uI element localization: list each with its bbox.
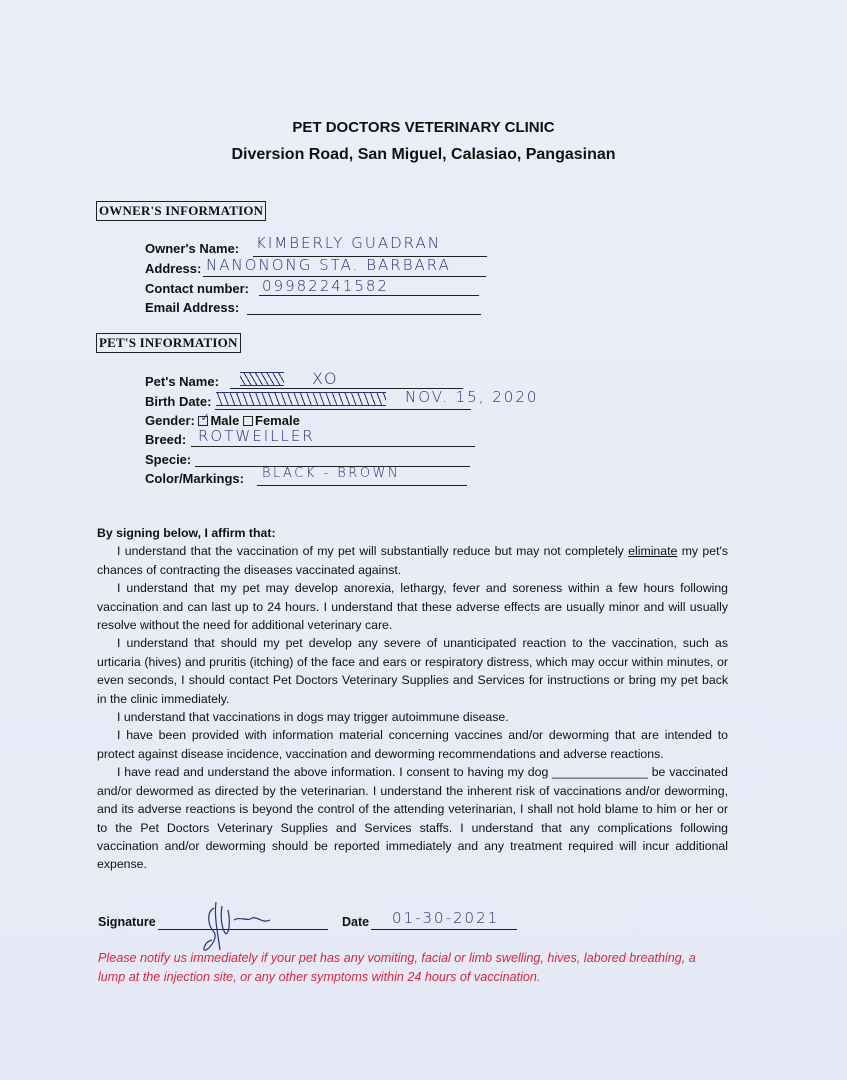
consent-paragraph-4: I understand that vaccinations in dogs may trigger autoimmune disease. <box>117 710 509 725</box>
owner-name-value: KIMBERLY GUADRAN <box>256 234 441 252</box>
consent-text <box>97 524 728 874</box>
male-checkbox[interactable]: ✓ <box>200 412 210 424</box>
owner-section-title: OWNER'S INFORMATION <box>96 201 266 221</box>
owner-email-line <box>247 314 481 315</box>
female-option-label: Female <box>255 413 300 428</box>
handwritten-signature <box>200 896 280 954</box>
signature-label: Signature <box>98 915 156 929</box>
owner-email-label: Email Address: <box>145 300 240 315</box>
pet-breed-value: ROTWEILLER <box>198 427 315 445</box>
consent-paragraph-3: I understand that should my pet develop any severe of unanticipated reaction to the vaccination, such as urticaria (hives) and pruritis (itching) of the face and ears or respiratory distress, which may occur within minutes, or even seconds, I should contact Pet Doctors Veterinary Supplies and Services for instructions or bring my pet back in the clinic immediately. <box>97 636 728 706</box>
pet-birth-line <box>215 409 471 410</box>
consent-paragraph-5: I have been provided with information material concerning vaccines and/or deworming that are intended to protect against disease incidence, vaccination and deworming recommendations and adverse reactions. <box>97 728 728 761</box>
pet-section-title: PET'S INFORMATION <box>96 333 241 353</box>
date-label: Date <box>342 915 370 929</box>
consent-heading: By signing below, I affirm that: <box>97 526 276 540</box>
underlined-word: eliminate <box>628 544 678 559</box>
pet-breed-label: Breed: <box>145 432 187 447</box>
pet-color-value: BLACK - BROWN <box>262 466 401 481</box>
pet-gender-label-text: Gender: <box>145 413 195 428</box>
pet-color-line <box>257 485 467 486</box>
crossed-out-birth-date-scribble <box>216 392 386 406</box>
pet-gender-label <box>145 413 300 428</box>
post-vaccination-notice: Please notify us immediately if your pet has any vomiting, facial or limb swelling, hives, labored breathing, a lump at the injection site, or any other symptoms within 24 hours of vaccination. <box>98 951 696 984</box>
pet-name-label: Pet's Name: <box>145 374 219 389</box>
date-line[interactable] <box>371 929 517 930</box>
consent-paragraph-2: I understand that my pet may develop anorexia, lethargy, fever and soreness within a few hours following vaccination and can last up to 24 hours. I understand that these adverse effects are usually minor and will usually resolve without the need for additional veterinary care. <box>97 581 728 633</box>
owner-contact-label: Contact number: <box>145 281 249 296</box>
consent-paragraph-6: I have read and understand the above information. I consent to having my dog ______________ be vaccinated and/or dewormed as directed by the veterinarian. I understand the inherent risk of vaccinations and/or deworming, and its adverse reactions is beyond the control of the attending veterinarian, I shall not hold blame to him or her or to the Pet Doctors Veterinary Supplies and Services staffs. I understand that any complications following vaccination and/or deworming should be reported immediately and any treatment required will incur additional expense. <box>97 765 728 872</box>
owner-address-label: Address: <box>145 261 202 276</box>
male-option-label: Male <box>210 413 240 428</box>
pet-specie-label: Specie: <box>145 452 192 467</box>
pet-birth-label: Birth Date: <box>145 394 212 409</box>
date-value: 01-30-2021 <box>392 909 500 927</box>
pet-color-label: Color/Markings: <box>145 471 244 486</box>
owner-address-value: NANONONG STA. BARBARA <box>206 256 451 274</box>
owner-contact-value: 09982241582 <box>262 277 389 295</box>
clinic-name: PET DOCTORS VETERINARY CLINIC <box>292 119 555 136</box>
owner-contact-line <box>259 295 479 296</box>
owner-name-label: Owner's Name: <box>145 241 240 256</box>
female-checkbox[interactable] <box>243 416 253 426</box>
pet-birth-value: NOV. 15, 2020 <box>405 388 539 406</box>
clinic-address: Diversion Road, San Miguel, Calasiao, Pangasinan <box>231 146 616 163</box>
pet-name-value: XO <box>312 369 339 388</box>
consent-paragraph-1: I understand that the vaccination of my pet will substantially reduce but may not completely eliminate my pet's chances of contracting the diseases vaccinated against. <box>97 544 728 577</box>
pet-breed-line <box>191 446 475 447</box>
crossed-out-pet-name-scribble <box>240 372 284 386</box>
